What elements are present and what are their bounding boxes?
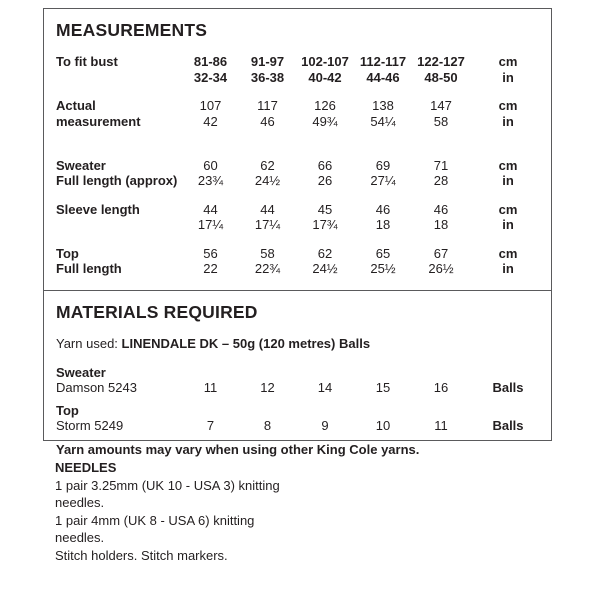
size-cm: 122-127 (417, 54, 465, 69)
unit-cm-label: cm (498, 54, 518, 69)
yarn-shade: Storm 5249 (56, 418, 124, 433)
unit-in-label: in (502, 261, 514, 276)
materials-section (44, 290, 551, 457)
value-cm: 66 (317, 157, 333, 173)
size-in: 36-38 (250, 69, 285, 85)
yarn-qty: 12 (260, 380, 275, 395)
yarn-used-line (56, 336, 539, 351)
size-in: 48-50 (424, 69, 458, 85)
yarn-quantity-row (56, 418, 539, 434)
row-label: Actual measurement (56, 98, 141, 129)
row-label-line2: Full length (56, 261, 122, 276)
value-in: 17¼ (254, 217, 281, 232)
size-cm: 81-86 (193, 54, 228, 69)
yarn-unit-label: Balls (492, 380, 524, 395)
materials-title: MATERIALS REQUIRED (56, 301, 258, 322)
value-in: 18 (375, 217, 391, 232)
value-cm: 46 (433, 201, 449, 217)
value-in: 54¼ (370, 113, 396, 129)
row-label: To fit bust (56, 54, 118, 69)
value-in: 17¾ (312, 217, 338, 232)
yarn-qty: 11 (434, 418, 448, 433)
unit-cm-label: cm (498, 98, 518, 113)
yarn-used-label: Yarn used: (56, 335, 122, 351)
value-in: 27¼ (370, 173, 396, 188)
value-in: 49¾ (312, 113, 338, 129)
value-cm: 62 (317, 245, 333, 261)
value-cm: 69 (375, 157, 391, 173)
unit-cm-label: cm (498, 245, 518, 261)
value-in: 46 (260, 113, 275, 129)
value-in: 28 (433, 173, 449, 188)
value-in: 42 (203, 113, 218, 129)
row-label-line2: Full length (approx) (56, 173, 178, 188)
yarn-qty: 14 (317, 380, 333, 395)
size-cm: 91-97 (250, 54, 285, 69)
value-in: 18 (433, 217, 449, 232)
value-cm: 62 (260, 157, 275, 173)
value-cm: 117 (257, 98, 278, 113)
value-cm: 67 (433, 245, 449, 261)
needles-line: 1 pair 4mm (UK 8 - USA 6) knitting (55, 512, 255, 528)
value-cm: 147 (430, 98, 452, 113)
value-cm: 58 (260, 245, 275, 261)
row-label: Sleeve length (56, 201, 140, 217)
yarn-garment-name: Top (56, 402, 79, 418)
value-in: 25½ (370, 261, 396, 276)
row-label: Sweater (56, 157, 106, 173)
yarn-qty: 9 (321, 418, 329, 433)
row-label: Top (56, 245, 79, 261)
measurement-row-actual (56, 98, 539, 145)
value-in: 22 (203, 261, 218, 276)
measurement-row-sweater-length (56, 158, 539, 189)
yarn-qty: 16 (433, 380, 449, 395)
yarn-unit-label: Balls (492, 418, 524, 433)
value-cm: 65 (375, 245, 391, 261)
yarn-shade: Damson 5243 (56, 380, 137, 395)
unit-cm-label: cm (498, 157, 518, 173)
yarn-amount-note: Yarn amounts may vary when using other King Cole yarns. (56, 441, 420, 457)
value-in: 17¼ (197, 217, 224, 232)
size-in: 40-42 (308, 69, 342, 85)
value-in: 22¾ (254, 261, 281, 276)
yarn-qty: 8 (263, 418, 272, 433)
value-cm: 60 (203, 157, 218, 173)
row-label-line2 (56, 70, 182, 86)
needles-line: needles. (55, 495, 105, 510)
value-in: 24½ (312, 261, 338, 276)
needles-section (55, 459, 475, 564)
value-cm: 45 (317, 201, 333, 217)
row-label-line2 (56, 129, 182, 145)
yarn-qty: 15 (375, 380, 391, 395)
needles-line: Stitch holders. Stitch markers. (55, 547, 228, 563)
value-in: 23¾ (197, 173, 224, 188)
yarn-group-sweater (56, 365, 539, 396)
unit-in-label: in (502, 113, 514, 129)
value-in: 24½ (254, 173, 281, 188)
size-in: 32-34 (193, 69, 228, 85)
yarn-qty: 11 (203, 380, 218, 395)
yarn-group-top (56, 403, 539, 434)
value-in: 58 (433, 113, 449, 129)
value-cm: 107 (199, 98, 222, 113)
size-in: 44-46 (366, 69, 400, 85)
needles-line: 1 pair 3.25mm (UK 10 - USA 3) knitting (55, 477, 280, 493)
measurements-title: MEASUREMENTS (56, 20, 208, 40)
value-cm: 44 (260, 201, 275, 217)
value-in: 26½ (428, 261, 454, 276)
value-in: 26 (317, 173, 333, 188)
pattern-info-box (43, 8, 552, 457)
unit-in-label: in (502, 217, 514, 232)
row-label-line2 (56, 217, 182, 233)
unit-cm-label: cm (498, 201, 518, 217)
unit-in-label: in (502, 173, 514, 188)
needles-line: needles. (55, 530, 105, 545)
measurement-row-top-length (56, 246, 539, 277)
yarn-qty: 7 (206, 418, 215, 433)
value-cm: 138 (372, 98, 394, 113)
needles-title: NEEDLES (55, 460, 117, 475)
measurements-header-row (56, 54, 539, 85)
size-cm: 102-107 (301, 54, 349, 69)
value-cm: 56 (203, 245, 218, 261)
measurement-row-sleeve-length (56, 202, 539, 233)
yarn-qty: 10 (375, 418, 391, 433)
yarn-garment-name: Sweater (56, 364, 106, 380)
value-cm: 44 (203, 201, 218, 217)
yarn-quantity-row (56, 380, 539, 396)
yarn-used-value: LINENDALE DK – 50g (120 metres) Balls (121, 335, 371, 351)
size-cm: 112-117 (359, 54, 407, 69)
measurements-section (44, 9, 551, 277)
value-cm: 71 (433, 157, 449, 173)
value-cm: 46 (375, 201, 391, 217)
unit-in-label: in (502, 69, 514, 85)
value-cm: 126 (314, 98, 336, 113)
